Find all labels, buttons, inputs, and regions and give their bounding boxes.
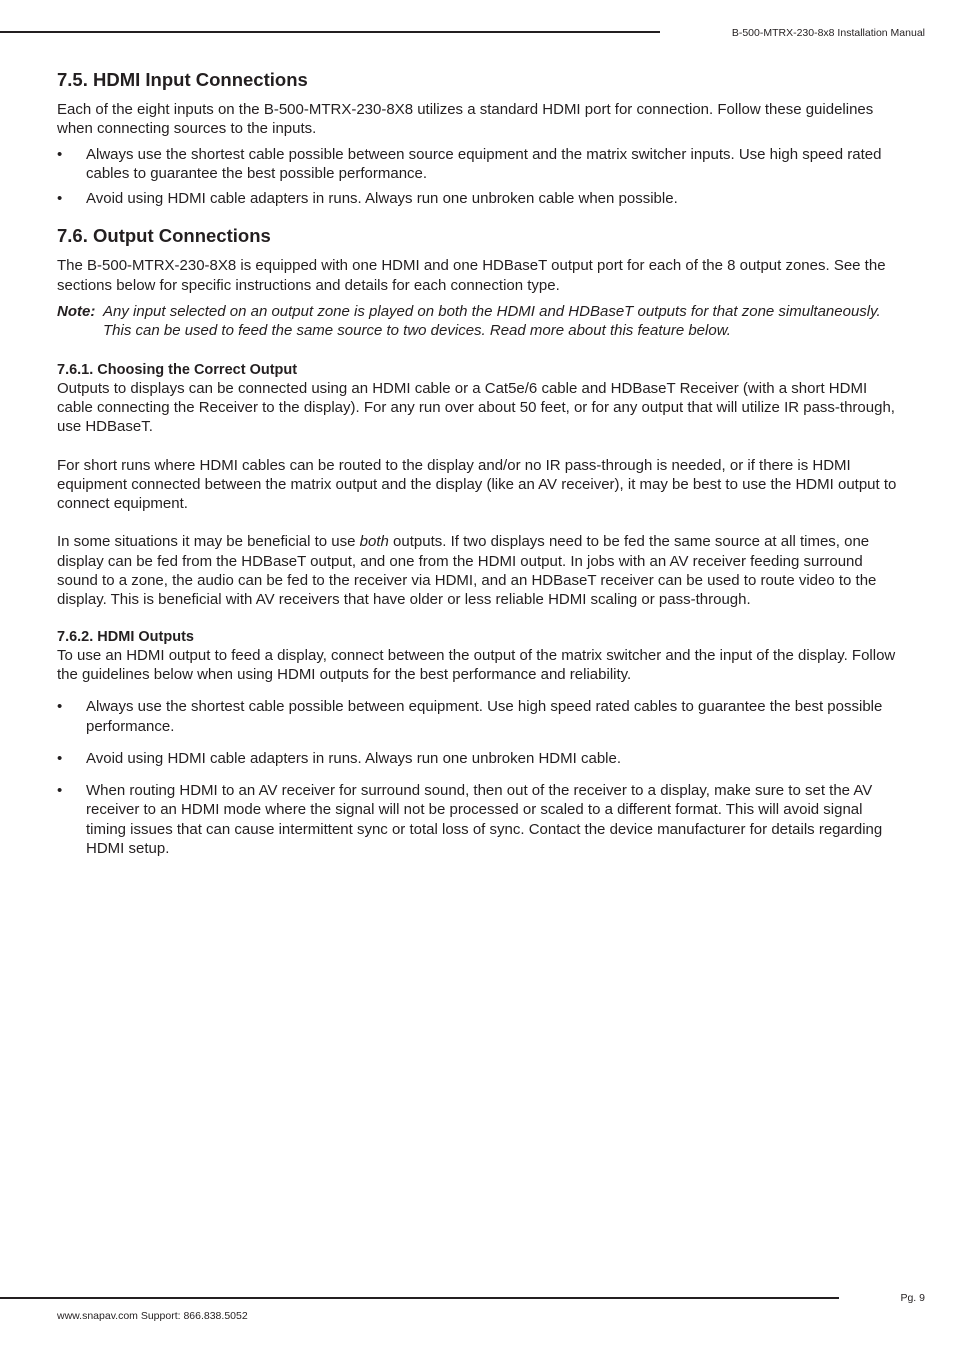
section-heading-7-6-2: 7.6.2. HDMI Outputs (57, 628, 194, 645)
header-rule (0, 31, 660, 33)
bullet-item: • Avoid using HDMI cable adapters in runs. Always run one unbroken HDMI cable. (57, 749, 897, 768)
document-title: B-500-MTRX-230-8x8 Installation Manual (731, 27, 925, 39)
section-heading-7-6: 7.6. Output Connections (57, 225, 271, 247)
footer-rule (0, 1297, 839, 1299)
note-label: Note: (57, 303, 96, 321)
paragraph: In some situations it may be beneficial to use both outputs. If two displays need to be fed the same source at all times, one display can be fed from the HDBaseT output, and one from the HDMI output. In jobs with an AV receiver feeding surround sound to a zone, the audio can be fed to the receiver via HDMI, and an HDBaseT receiver can be used to route video to the display. This is beneficial with AV receivers that have older or less reliable HDMI scaling or pass-through. (57, 533, 877, 609)
section-7-6-2-intro: To use an HDMI output to feed a display, connect between the output of the matrix switcher and the input of the display. Follow the guidelines below when using HDMI outputs for the best performance and reliability. (57, 646, 896, 683)
note-block (57, 302, 897, 341)
note-text: Any input selected on an output zone is played on both the HDMI and HDBaseT outputs for that zone simultaneously. This can be used to feed the same source to two devices. Read more about this feature below. (103, 303, 881, 340)
bullet-item: • Always use the shortest cable possible between equipment. Use high speed rated cables to guarantee the best possible performance. (57, 697, 897, 736)
bullet-item: • When routing HDMI to an AV receiver for surround sound, then out of the receiver to a display, make sure to set the AV receiver to an HDMI mode where the signal will not be processed or scaled to a different format. This will avoid signal timing issues that can cause intermittent sync or total loss of sync. Contact the device manufacturer for details regarding HDMI setup. (57, 781, 897, 858)
bullet-item: • Avoid using HDMI cable adapters in runs. Always run one unbroken cable when possible. (57, 189, 897, 208)
footer-contact: www.snapav.com Support: 866.838.5052 (57, 1310, 248, 1322)
emphasis: both (359, 533, 389, 551)
section-7-6-intro: The B-500-MTRX-230-8X8 is equipped with one HDMI and one HDBaseT output port for each of the 8 output zones. See the sections below for specific instructions and details for each connection type. (57, 257, 886, 294)
bullet-item: • Always use the shortest cable possible between source equipment and the matrix switcher inputs. Use high speed rated cables to guarantee the best possible performance. (57, 145, 897, 184)
page-content (57, 68, 897, 858)
section-7-5-intro: Each of the eight inputs on the B-500-MTRX-230-8X8 utilizes a standard HDMI port for connection. Follow these guidelines when connecting sources to the inputs. (57, 101, 874, 138)
section-heading-7-6-1: 7.6.1. Choosing the Correct Output (57, 361, 298, 378)
page-number: Pg. 9 (900, 1292, 925, 1304)
section-heading-7-5: 7.5. HDMI Input Connections (57, 69, 308, 90)
paragraph: Outputs to displays can be connected using an HDMI cable or a Cat5e/6 cable and HDBaseT Receiver (with a short HDMI cable connecting the Receiver to the display). For any run over about 50 feet, or for any output that will utilize IR pass-through, use HDBaseT. (57, 379, 895, 436)
paragraph: For short runs where HDMI cables can be routed to the display and/or no IR pass-through is needed, or if there is HDMI equipment connected between the matrix output and the display (like an AV receiver), it may be best to use the HDMI output to connect equipment. (57, 456, 897, 513)
